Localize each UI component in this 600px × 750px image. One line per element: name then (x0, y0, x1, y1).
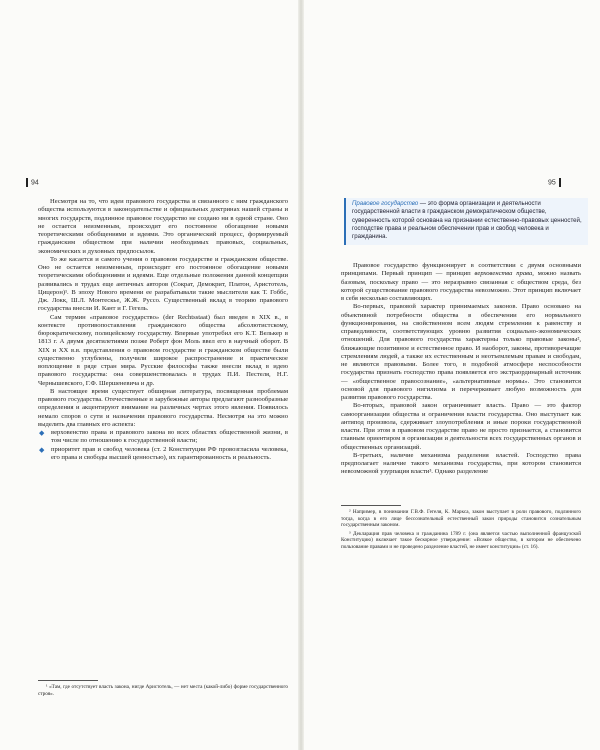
right-paragraph (341, 452, 581, 477)
footnote-divider (341, 505, 401, 506)
aspects-list (38, 429, 288, 462)
left-footnotes (38, 684, 288, 699)
definition-box (344, 198, 588, 245)
paragraph-text: Во-первых, правовой характер принимаемых законов. Право основано на объективной потребности общества в обеспечении его нормального функционирования, на свойственном всем людям стремлении к равенству и справедливости, соответствующих уровню развития социально-экономических отношений. Для правового государства характерны только правовые законы², ближающие позитивное и естественное право. И наоборот, законы, противоречащие стремлениям людей, а также их естественным и неотъемлемым правам и свободам, не являются правовыми. Более того, в подобной атмосфере неспособности государства признать господство права появляется его экстраординарный источник — «общественное правосознание», «альтернативные нормы». Это становится основой для правового нигилизма и перечеркивает любую возможность для развития правового государства. (341, 303, 581, 401)
footnote: ¹ «Там, где отсутствует власть закона, нигде Аристотель, — нет места (какой-либо) форме государственного строя». (38, 684, 288, 697)
book-gutter (298, 0, 304, 750)
footnote-divider (38, 680, 98, 681)
footnote: ² Например, в понимании Г.В.Ф. Гегеля, К. Маркса, закон выступает в роли правового, подлинного тогда, когда в его лице бессознательный естественный закон природы становится сознательным государственным законом. (341, 509, 581, 528)
right-page-body (341, 262, 581, 477)
left-paragraph: Несмотря на то, что идеи правового государства и связанного с ним гражданского общества используются в законодательстве и официальных доктринах нашей страны и многих государств, подлинное правовое государство не создано ни в одной стране. Оно не остается неизменным, происходит его постоянное обогащение новыми теоретическими обобщениями и идеями. Это органический процесс, формируемый гражданским обществом при наличии необходимых правовых, социальных, экономических и духовных предпосылок. (38, 198, 288, 255)
list-item-text: приоритет прав и свобод человека (ст. 2 Конституции РФ провозгласила человека, его права и свободы высшей ценностью), их гарантированность и реальность. (51, 445, 288, 461)
definition-term: Правовое государство (352, 200, 419, 207)
footnote: ³ Декларация прав человека и гражданина 1789 г. (она является частью выполненной французской Конституцию) включает такое бескорное утверждение: «Всякое общество, в котором не обеспечено пользование правами и не проведено разделение властей, не имеет конституции» (ст. 16). (341, 530, 581, 550)
paragraph-text: Во-вторых, правовой закон ограничивает власть. Право — это фактор самоорганизации общества и ограничения власти государства. Оно выступает как антипод произвола, сдерживает злоупотребления и иные пороки государственной власти. При этом в правовом государстве право не просто признается, а становится главным ориентиром в организации и деятельности всех государственных органов и общественных организаций. (341, 402, 581, 451)
diamond-bullet-icon: ◆ (39, 445, 45, 454)
page-marker-bar (26, 178, 28, 187)
left-page-body (38, 198, 288, 462)
left-page-number-text: 94 (31, 179, 39, 187)
page-marker-bar (559, 178, 561, 187)
left-paragraph: То же касается и самого учения о правовом государстве и гражданском обществе. Оно не остается неизменным, происходит его постоянное обогащение новыми теоретическими обобщениями и идеями. Еще отдельные положения данной концепции развивались в трудах еще античных авторов (Сократ, Демокрит, Платон, Аристотель, Цицерон)¹. В эпоху Нового времени ее разрабатывали такие мыслители как Т. Гоббс, Дж. Локк, Ш.Л. Монтескье, Ж.Ж. Руссо. Существенный вклад в теорию правового государства внесли И. Кант и Г. Гегель. (38, 255, 288, 313)
right-page-number (548, 178, 561, 187)
right-page-number-text: 95 (548, 179, 556, 187)
list-item (38, 446, 288, 463)
paragraph-text: Правовое государство функционирует в соответствии с двумя основными принципами. Первый принцип — принцип (341, 262, 581, 278)
paragraph-text: В-третьих, наличие механизма разделения властей. Господство права предполагает наличие такого механизма государства, при котором становится невозможной узурпация власти³. Однако разделение (341, 451, 581, 476)
list-item (38, 429, 288, 446)
list-item-text: верховенство права и правового закона во всех областях общественной жизни, в том числе по отношению к государственной власти; (51, 429, 288, 445)
right-paragraph (341, 402, 581, 452)
right-paragraph (341, 303, 581, 402)
left-page-number (26, 178, 39, 187)
right-footnotes (341, 509, 581, 552)
definition-text: — это форма организации и деятельности государственной власти в гражданском демократическом обществе, суверенность которой основана на признании естественно-правовых ценностей, господстве права и реальном обеспечении прав и свобод человека и гражданина. (352, 200, 582, 241)
paragraph-italic-text: верховенства права, (474, 270, 534, 278)
left-paragraph: В настоящее время существует обширная литература, посвященная проблемам правового государства. Отечественные и зарубежные авторы предлагают разнообразные определения и акцентируют внимание на различных чертах этого явления. Появилось немало споров о сути и назначении правового государства. Несмотря на это можно выделить два главных его аспекта: (38, 387, 288, 428)
diamond-bullet-icon: ◆ (39, 429, 45, 437)
paragraph-text: можно назвать базовым, поскольку право — это неразрывно связанная с обществом среда, без которой существование правового государства невозможно. Этот принцип включает в себя несколько составляющих. (341, 270, 581, 302)
left-paragraph: Сам термин «правовое государство» (der Rechtsstaat) был введен в XIX в., в контексте противопоставления гражданского общества абсолютистскому, бюрократическому, полицейскому государству. Впервые употребил его К.Т. Велькер в 1813 г. А двумя десятилетиями позже Роберт фон Моль ввел его в научный оборот. В XIX и XX в.в. представления о правовом государстве и гражданском обществе были существенно углублены, получили широкое распространение и практическое воплощение в ряде стран мира. Русские философы также внесли вклад в идею правового государства: она совершенствовалась в трудах П.И. Пестеля, Н.Г. Чернышевского, Г.Ф. Шершеневича и др. (38, 313, 288, 387)
right-paragraph (341, 262, 581, 303)
